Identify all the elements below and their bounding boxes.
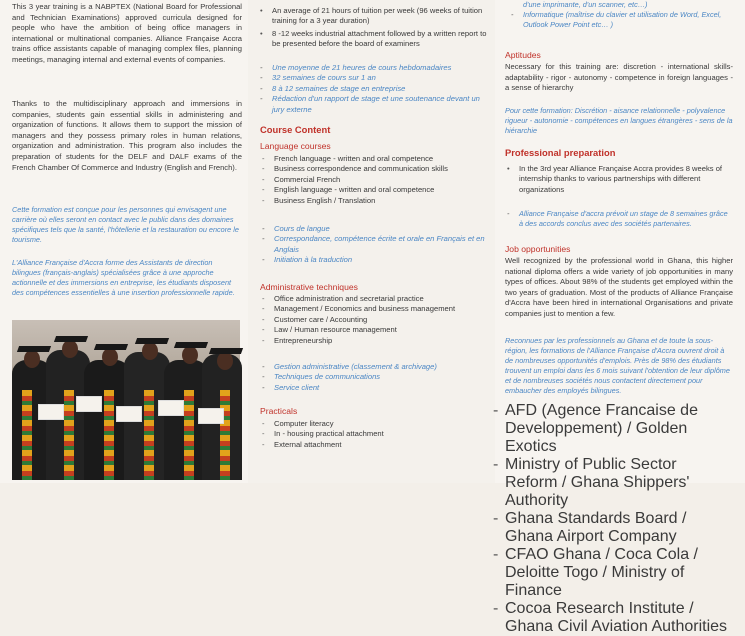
language-courses-heading: Language courses — [260, 141, 331, 151]
list-item: - Service client — [274, 383, 488, 393]
list-item: - Cocoa Research Institute / Ghana Civil Aviation Authorities — [505, 600, 733, 636]
admin-techniques-heading: Administrative techniques — [260, 282, 358, 292]
it-skills-list-fr — [523, 0, 735, 30]
list-item: - CFAO Ghana / Coca Cola / Deloitte Togo / Ministry of Finance — [505, 546, 733, 600]
left-column — [0, 0, 248, 483]
practicals-list — [274, 419, 488, 450]
list-item: - Cours de langue — [274, 224, 488, 234]
schedule-list — [272, 6, 488, 50]
graduates-photo — [12, 320, 240, 480]
list-item: - French language - written and oral competence — [274, 154, 488, 164]
list-item: - Gestion administrative (classement & archivage) — [274, 362, 488, 372]
list-item: - In - housing practical attachment — [274, 429, 488, 439]
right-column — [495, 0, 745, 635]
list-item: - Management / Economics and business management — [274, 304, 488, 314]
admin-techniques-list-fr — [274, 362, 488, 393]
language-courses-list — [274, 154, 488, 206]
list-item: - English language - written and oral competence — [274, 185, 488, 195]
partners-list — [505, 402, 733, 636]
aptitudes-text-fr: Pour cette formation: Discrétion - aisance relationnelle - polyvalence rigueur - autonomie - compétences en langues étrangères - sens de la hiérarchie — [505, 106, 733, 135]
list-item: - External attachment — [274, 440, 488, 450]
schedule-list-fr — [272, 63, 488, 115]
list-item: - 32 semaines de cours sur 1 an — [272, 73, 488, 83]
list-item: - Customer care / Accounting — [274, 315, 488, 325]
list-item: - Alliance Française d'accra prévoit un stage de 8 semaines grâce à des accords conclus avec des sociétés partenaires. — [519, 209, 733, 229]
middle-column — [248, 0, 495, 483]
list-item: - Ghana Standards Board / Ghana Airport Company — [505, 510, 733, 546]
job-opportunities-heading: Job opportunities — [505, 244, 571, 254]
language-courses-list-fr — [274, 224, 488, 266]
list-item: - Office administration and secretarial practice — [274, 294, 488, 304]
approach-paragraph: Thanks to the multidisciplinary approach and immersions in companies, students gain essential skills in administering and organization of functions. It allows them to support the mission of managers and they possess primary roles in human relations, organization and administration. This program also includes the preparation of students for the DELF and DALF exams of the French Chamber Of Commerce and Industry (English and French). — [12, 99, 242, 172]
list-item: - 8 à 12 semaines de stage en entreprise — [272, 84, 488, 94]
list-item: - Law / Human resource management — [274, 325, 488, 335]
professional-preparation-heading: Professional preparation — [505, 147, 616, 158]
list-item: - Une moyenne de 21 heures de cours hebdomadaires — [272, 63, 488, 73]
list-item: • 8 -12 weeks industrial attachment followed by a written report to be presented before the board of examiners — [272, 29, 488, 50]
practicals-heading: Practicals — [260, 406, 298, 416]
french-paragraph-2: L'Alliance Française d'Accra forme des Assistants de direction bilingues (français-anglais) spécialisées grâce à une approche actionnelle et des immersions en entreprise, les étudiants disposent des compétences essentielles à une insertion professionnelle rapide. — [12, 258, 235, 297]
list-item: - Computer literacy — [274, 419, 488, 429]
list-item: • An average of 21 hours of tuition per week (96 weeks of tuition training for a 3 year duration) — [272, 6, 488, 27]
list-item: - Commercial French — [274, 175, 488, 185]
course-content-heading: Course Content — [260, 124, 331, 135]
admin-techniques-list — [274, 294, 488, 346]
list-item: - Techniques de communications — [274, 372, 488, 382]
list-item: - AFD (Agence Francaise de Developpement) / Golden Exotics — [505, 402, 733, 456]
list-item: - Initiation à la traduction — [274, 255, 488, 265]
job-opportunities-text-fr: Reconnues par les professionnels au Ghana et de toute la sous-région, les formations de l'Alliance Française d'Accra ouvrent droit à de nombreuses opportunités d'emplois. Près de 98% des étudiants trouvent un emploi dans les 6 mois suivant l'obtention de leur diplôme et de nombreuses sociétés nous contactent directement pour embaucher des employés bilingues. — [505, 336, 730, 395]
job-opportunities-text: Well recognized by the professional world in Ghana, this higher national diploma offers a wide variety of job opportunities in many types of offices. About 98% of the students get employed within the two years of graduation. Most of the products of Alliance Française d'Accra have been hired in international Organisations and private companies just to mention a few. — [505, 256, 733, 318]
aptitudes-text: Necessary for this training are: discretion - international skills- adaptability - rigor - autonomy - competence in foreign languages - a sense of hierarchy — [505, 62, 733, 93]
preparation-list — [519, 164, 733, 195]
list-item: d'une imprimante, d'un scanner, etc…) — [523, 0, 648, 9]
list-item: • In the 3rd year Alliance Française Accra provides 8 weeks of internship thanks to various partnerships with different organizations — [519, 164, 733, 195]
intro-paragraph: This 3 year training is a NABPTEX (National Board for Professional and Technician Examinations) approved curricula designed for people who have the ambition of being office managers in international or multinational companies. Alliance Française Accra trains office assistants capable of managing complex files, planning meetings, managing internal and external events of companies. — [12, 2, 242, 64]
list-item: - Informatique (maîtrise du clavier et utilisation de Word, Excel, Outlook Power Point etc… ) — [523, 10, 735, 30]
list-item: - Correspondance, compétence écrite et orale en Français et en Anglais — [274, 234, 488, 255]
list-item: - Entrepreneurship — [274, 336, 488, 346]
list-item: - Business English / Translation — [274, 196, 488, 206]
list-item: - Rédaction d'un rapport de stage et une soutenance devant un jury externe — [272, 94, 488, 115]
preparation-list-fr — [519, 209, 733, 229]
aptitudes-heading: Aptitudes — [505, 50, 541, 60]
list-item: - Ministry of Public Sector Reform / Ghana Shippers' Authority — [505, 456, 733, 510]
list-item: - Business correspondence and communication skills — [274, 164, 488, 174]
french-paragraph-1: Cette formation est conçue pour les personnes qui envisagent une carrière où elles seront en contact avec le public dans des domaines spécifiques tels que la santé, l'hôtellerie et la restauration ou encore le tourisme. — [12, 205, 239, 244]
